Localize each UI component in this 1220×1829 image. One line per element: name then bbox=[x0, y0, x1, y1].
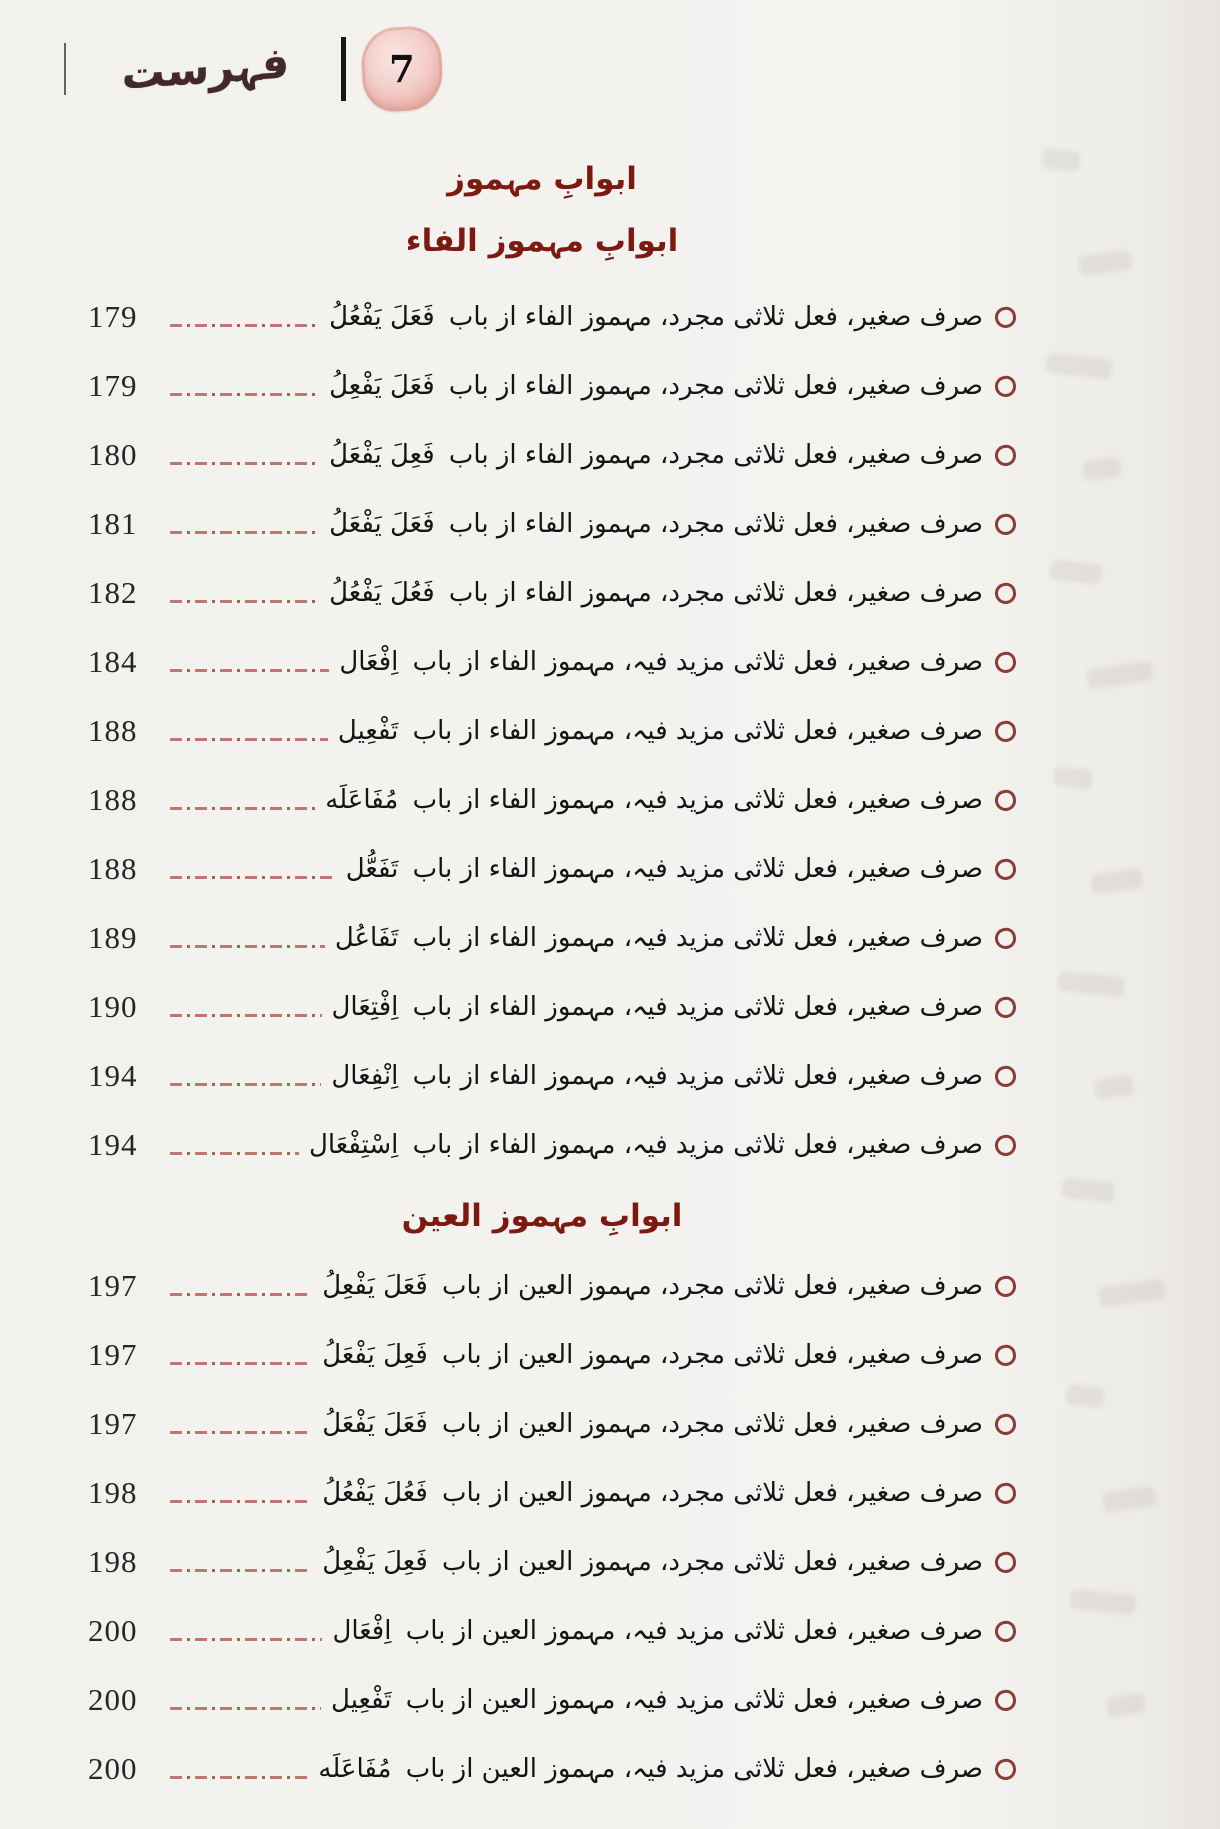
toc-entry-page-number: 197 bbox=[88, 1267, 138, 1303]
entry-bullet-icon bbox=[993, 857, 1018, 882]
toc-entry-description: صرف صغیر، فعل ثلاثی مجرد، مہموز الفاء از باب bbox=[440, 508, 983, 539]
toc-entry-page-number: 182 bbox=[88, 574, 138, 610]
toc-entry-text bbox=[335, 923, 983, 953]
entry-bullet-icon bbox=[993, 1064, 1018, 1089]
toc-entry-text bbox=[322, 1409, 983, 1439]
entry-bullet-icon bbox=[993, 305, 1018, 330]
toc-entry-verb-pattern: اِنْفِعَال bbox=[331, 1060, 399, 1091]
toc-entry-text bbox=[331, 1061, 983, 1091]
page-number-badge bbox=[360, 25, 444, 113]
toc-entry-row bbox=[64, 1734, 1020, 1803]
toc-entry-description: صرف صغیر، فعل ثلاثی مجرد، مہموز الفاء از باب bbox=[440, 370, 983, 401]
toc-entry-row bbox=[64, 903, 1020, 972]
toc-entry-description: صرف صغیر، فعل ثلاثی مزید فیہ، مہموز الفاء از باب bbox=[404, 784, 983, 815]
toc-entry-page-number: 188 bbox=[88, 850, 138, 886]
toc-entry-verb-pattern: مُفَاعَلَه bbox=[318, 1753, 392, 1784]
section-heading: ابوابِ مہموز الفاء bbox=[405, 223, 679, 259]
toc-section bbox=[64, 218, 1020, 1179]
toc-entry-row bbox=[64, 696, 1020, 765]
entry-bullet-icon bbox=[993, 581, 1018, 606]
toc-entry-page-number: 200 bbox=[88, 1612, 138, 1648]
toc-entry-verb-pattern: اِسْتِفْعَال bbox=[308, 1129, 399, 1160]
toc-sections bbox=[64, 218, 1020, 1803]
dotted-leader-line bbox=[170, 1083, 321, 1086]
toc-entry-row bbox=[64, 489, 1020, 558]
toc-entry-page-number: 197 bbox=[88, 1336, 138, 1372]
toc-section bbox=[64, 1193, 1020, 1803]
toc-entry-verb-pattern: فَعَلَ يَفْعُلُ bbox=[329, 301, 435, 332]
toc-entry-row bbox=[64, 282, 1020, 351]
toc-entry-description: صرف صغیر، فعل ثلاثی مجرد، مہموز العین از باب bbox=[433, 1408, 983, 1439]
toc-entry-row bbox=[64, 627, 1020, 696]
entry-bullet-icon bbox=[993, 995, 1018, 1020]
toc-entry-verb-pattern: فَعِلَ يَفْعِلُ bbox=[322, 1546, 428, 1577]
toc-entry-description: صرف صغیر، فعل ثلاثی مزید فیہ، مہموز الفاء از باب bbox=[404, 1129, 983, 1160]
dotted-leader-line bbox=[170, 393, 319, 396]
entry-bullet-icon bbox=[993, 1619, 1018, 1644]
toc-entry-text bbox=[338, 716, 983, 746]
entry-bullet-icon bbox=[993, 650, 1018, 675]
dotted-leader-line bbox=[170, 1431, 312, 1434]
dotted-leader-line bbox=[170, 1293, 312, 1296]
entry-bullet-icon bbox=[993, 1274, 1018, 1299]
toc-entry-text bbox=[318, 1754, 983, 1784]
toc-entry-page-number: 188 bbox=[88, 781, 138, 817]
toc-entry-verb-pattern: اِفْعَال bbox=[332, 1615, 392, 1646]
header-divider-bar bbox=[341, 37, 346, 101]
toc-entry-text bbox=[346, 854, 983, 884]
entry-bullet-icon bbox=[993, 788, 1018, 813]
toc-entry-description: صرف صغیر، فعل ثلاثی مزید فیہ، مہموز العین از باب bbox=[397, 1753, 983, 1784]
toc-entry-description: صرف صغیر، فعل ثلاثی مزید فیہ، مہموز الفاء از باب bbox=[404, 922, 983, 953]
toc-entry-description: صرف صغیر، فعل ثلاثی مجرد، مہموز العین از باب bbox=[433, 1477, 983, 1508]
toc-entry-row bbox=[64, 972, 1020, 1041]
toc-entry-page-number: 200 bbox=[88, 1681, 138, 1717]
toc-entry-row bbox=[64, 765, 1020, 834]
dotted-leader-line bbox=[170, 876, 336, 879]
toc-entry-verb-pattern: فَعَلَ يَفْعِلُ bbox=[329, 370, 435, 401]
toc-entry-description: صرف صغیر، فعل ثلاثی مجرد، مہموز الفاء از باب bbox=[440, 439, 983, 470]
main-heading: ابوابِ مہموز bbox=[447, 161, 637, 197]
dotted-leader-line bbox=[170, 1152, 299, 1155]
toc-entry-text bbox=[329, 371, 983, 401]
toc-entry-page-number: 180 bbox=[88, 436, 138, 472]
toc-entry-row bbox=[64, 1665, 1020, 1734]
toc-entry-text bbox=[322, 1340, 983, 1370]
left-margin-rule bbox=[64, 43, 66, 95]
toc-entry-row bbox=[64, 420, 1020, 489]
dotted-leader-line bbox=[170, 738, 328, 741]
toc-entry-text bbox=[329, 509, 983, 539]
toc-entry-verb-pattern: تَفَاعُل bbox=[334, 922, 399, 953]
toc-entry-verb-pattern: فَعِلَ يَفْعَلُ bbox=[322, 1339, 428, 1370]
toc-entry-description: صرف صغیر، فعل ثلاثی مزید فیہ، مہموز الفاء از باب bbox=[404, 715, 983, 746]
dotted-leader-line bbox=[170, 1014, 322, 1017]
toc-entry-description: صرف صغیر، فعل ثلاثی مجرد، مہموز العین از باب bbox=[433, 1270, 983, 1301]
toc-entry-description: صرف صغیر، فعل ثلاثی مجرد، مہموز الفاء از باب bbox=[440, 577, 983, 608]
toc-entry-verb-pattern: فَعُلَ يَفْعُلُ bbox=[329, 577, 435, 608]
dotted-leader-line bbox=[170, 1362, 312, 1365]
dotted-leader-line bbox=[170, 324, 319, 327]
toc-entry-row bbox=[64, 351, 1020, 420]
toc-rows bbox=[64, 282, 1020, 1179]
toc-entry-description: صرف صغیر، فعل ثلاثی مزید فیہ، مہموز العین از باب bbox=[397, 1615, 983, 1646]
toc-entry-page-number: 179 bbox=[88, 367, 138, 403]
entry-bullet-icon bbox=[993, 1481, 1018, 1506]
toc-entry-verb-pattern: فَعِلَ يَفْعَلُ bbox=[329, 439, 435, 470]
toc-entry-row bbox=[64, 1110, 1020, 1179]
page-header-title: فہرست bbox=[121, 38, 290, 100]
toc-entry-verb-pattern: اِفْعَال bbox=[339, 646, 399, 677]
toc-entry-text bbox=[329, 440, 983, 470]
toc-entry-page-number: 194 bbox=[88, 1057, 138, 1093]
toc-entry-page-number: 198 bbox=[88, 1543, 138, 1579]
dotted-leader-line bbox=[170, 1569, 312, 1572]
toc-entry-verb-pattern: فَعَلَ يَفْعِلُ bbox=[322, 1270, 428, 1301]
toc-entry-verb-pattern: تَفْعِيل bbox=[337, 715, 399, 746]
dotted-leader-line bbox=[170, 1500, 312, 1503]
toc-entry-page-number: 184 bbox=[88, 643, 138, 679]
dotted-leader-line bbox=[170, 669, 329, 672]
toc-entry-description: صرف صغیر، فعل ثلاثی مجرد، مہموز العین از باب bbox=[433, 1546, 983, 1577]
entry-bullet-icon bbox=[993, 512, 1018, 537]
entry-bullet-icon bbox=[993, 1757, 1018, 1782]
toc-entry-page-number: 189 bbox=[88, 919, 138, 955]
toc-entry-verb-pattern: اِفْتِعَال bbox=[331, 991, 399, 1022]
dotted-leader-line bbox=[170, 600, 319, 603]
toc-entry-page-number: 194 bbox=[88, 1126, 138, 1162]
toc-entry-row bbox=[64, 1596, 1020, 1665]
toc-entry-page-number: 179 bbox=[88, 298, 138, 334]
section-heading: ابوابِ مہموز العین bbox=[401, 1198, 683, 1234]
toc-entry-text bbox=[331, 1685, 983, 1715]
toc-entry-description: صرف صغیر، فعل ثلاثی مزید فیہ، مہموز الفاء از باب bbox=[404, 1060, 983, 1091]
toc-entry-text bbox=[325, 785, 983, 815]
dotted-leader-line bbox=[170, 1638, 322, 1641]
toc-entry-text bbox=[309, 1130, 983, 1160]
toc-entry-description: صرف صغیر، فعل ثلاثی مزید فیہ، مہموز الفاء از باب bbox=[404, 991, 983, 1022]
toc-entry-text bbox=[332, 992, 984, 1022]
toc-entry-page-number: 198 bbox=[88, 1474, 138, 1510]
toc-entry-row bbox=[64, 558, 1020, 627]
toc-entry-description: صرف صغیر، فعل ثلاثی مزید فیہ، مہموز الفاء از باب bbox=[404, 646, 983, 677]
toc-entry-verb-pattern: مُفَاعَلَه bbox=[325, 784, 399, 815]
toc-entry-verb-pattern: تَفَعُّل bbox=[345, 853, 399, 884]
dotted-leader-line bbox=[170, 807, 315, 810]
toc-entry-text bbox=[322, 1478, 983, 1508]
toc-entry-description: صرف صغیر، فعل ثلاثی مزید فیہ، مہموز الفاء از باب bbox=[404, 853, 983, 884]
entry-bullet-icon bbox=[993, 719, 1018, 744]
toc-entry-row bbox=[64, 1458, 1020, 1527]
entry-bullet-icon bbox=[993, 1688, 1018, 1713]
toc-entry-verb-pattern: تَفْعِيل bbox=[331, 1684, 392, 1715]
toc-entry-row bbox=[64, 1251, 1020, 1320]
entry-bullet-icon bbox=[993, 443, 1018, 468]
page-number: 7 bbox=[389, 47, 415, 91]
toc-entry-row bbox=[64, 1041, 1020, 1110]
entry-bullet-icon bbox=[993, 374, 1018, 399]
toc-entry-row bbox=[64, 1389, 1020, 1458]
toc-entry-verb-pattern: فَعُلَ يَفْعُلُ bbox=[322, 1477, 428, 1508]
toc-entry-row bbox=[64, 1320, 1020, 1389]
toc-entry-text bbox=[332, 1616, 983, 1646]
toc-entry-page-number: 190 bbox=[88, 988, 138, 1024]
toc-entry-page-number: 188 bbox=[88, 712, 138, 748]
toc-entry-description: صرف صغیر، فعل ثلاثی مجرد، مہموز الفاء از باب bbox=[440, 301, 983, 332]
toc-entry-page-number: 197 bbox=[88, 1405, 138, 1441]
toc-entry-text bbox=[322, 1547, 983, 1577]
toc-entry-text bbox=[329, 578, 983, 608]
dotted-leader-line bbox=[170, 1776, 308, 1779]
entry-bullet-icon bbox=[993, 1343, 1018, 1368]
dotted-leader-line bbox=[170, 462, 319, 465]
page-header bbox=[0, 0, 1220, 128]
toc-entry-description: صرف صغیر، فعل ثلاثی مزید فیہ، مہموز العین از باب bbox=[397, 1684, 983, 1715]
entry-bullet-icon bbox=[993, 926, 1018, 951]
dotted-leader-line bbox=[170, 531, 319, 534]
dotted-leader-line bbox=[170, 1707, 321, 1710]
toc-entry-row bbox=[64, 834, 1020, 903]
toc-entry-description: صرف صغیر، فعل ثلاثی مجرد، مہموز العین از باب bbox=[433, 1339, 983, 1370]
toc-entry-page-number: 181 bbox=[88, 505, 138, 541]
entry-bullet-icon bbox=[993, 1133, 1018, 1158]
entry-bullet-icon bbox=[993, 1412, 1018, 1437]
toc-rows bbox=[64, 1251, 1020, 1803]
toc-entry-row bbox=[64, 1527, 1020, 1596]
toc-entry-text bbox=[322, 1271, 983, 1301]
toc-entry-text bbox=[329, 302, 983, 332]
entry-bullet-icon bbox=[993, 1550, 1018, 1575]
toc-entry-page-number: 200 bbox=[88, 1750, 138, 1786]
toc-entry-verb-pattern: فَعَلَ يَفْعَلُ bbox=[322, 1408, 428, 1439]
toc-entry-verb-pattern: فَعَلَ يَفْعَلُ bbox=[329, 508, 435, 539]
dotted-leader-line bbox=[170, 945, 325, 948]
toc-content bbox=[64, 156, 1020, 1803]
toc-entry-text bbox=[339, 647, 983, 677]
